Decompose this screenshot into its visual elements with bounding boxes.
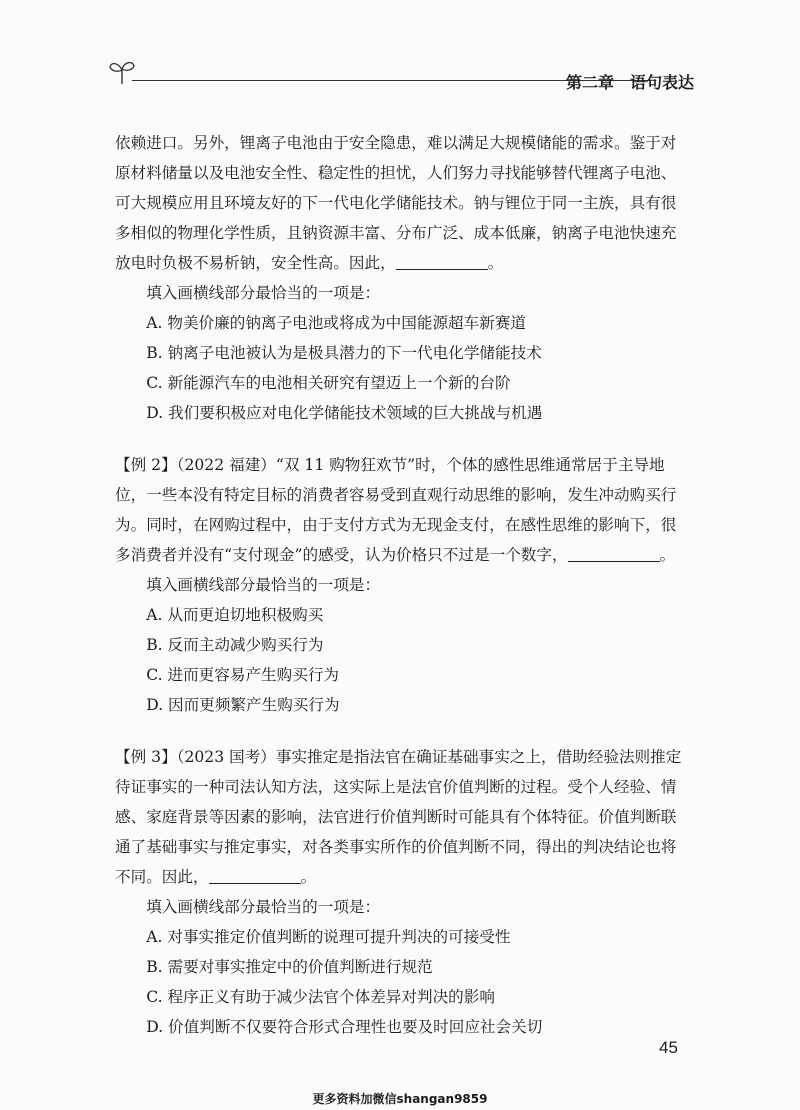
option-b: B. 反而主动减少购买行为 xyxy=(146,636,324,654)
option-c: C. 程序正义有助于减少法官个体差异对判决的影响 xyxy=(146,988,495,1006)
option-d: D. 我们要积极应对电化学储能技术领域的巨大挑战与机遇 xyxy=(146,404,543,422)
sprout-icon xyxy=(108,56,136,86)
page-number: 45 xyxy=(659,1038,678,1057)
question-text: 依赖进口。另外，锂离子电池由于安全隐患，难以满足大规模储能的需求。鉴于对原材料储量以及电池安全性、稳定性的担忧，人们努力寻找能够替代锂离子电池、可大规模应用且环境友好的下一代电化学储能技术。钠与锂位于同一主族，具有很多相似的物理化学性质，且钠资源丰富、分布广泛、成本低廉，钠离子电池快速充放电时负极不易析钠，安全性高。因此， 。 xyxy=(115,134,677,272)
example-label: 【例 2】 xyxy=(115,456,177,474)
answer-blank xyxy=(568,544,660,562)
option-c: C. 进而更容易产生购买行为 xyxy=(146,666,340,684)
page-header xyxy=(108,56,694,92)
question-prompt: 填入画横线部分最恰当的一项是： xyxy=(146,576,381,594)
option-b: B. 钠离子电池被认为是极具潜力的下一代电化学储能技术 xyxy=(146,344,542,362)
question-text: 【例 2】（2022 福建）“双 11 购物狂欢节”时，个体的感性思维通常居于主导地位，一些本没有特定目标的消费者容易受到直观行动思维的影响，发生冲动购买行为。同时，在网购过程中，由于支付方式为无现金支付，在感性思维的影响下，很多消费者并没有“支付现金”的感受，认为价格只不过是一个数字， 。 xyxy=(115,456,677,564)
question-prompt: 填入画横线部分最恰当的一项是： xyxy=(146,284,381,302)
question-prompt: 填入画横线部分最恰当的一项是： xyxy=(146,898,381,916)
question-block-3 xyxy=(115,742,687,1042)
chapter-number: 第二章 xyxy=(565,73,614,92)
example-source: （2022 福建） xyxy=(176,456,276,474)
answer-blank xyxy=(209,866,301,884)
footer-note: 更多资料加微信shangan9859 xyxy=(312,1092,488,1106)
question-block-2 xyxy=(115,450,687,720)
chapter-heading xyxy=(566,70,694,93)
example-label: 【例 3】 xyxy=(115,748,177,766)
page-content xyxy=(115,128,687,1042)
question-text: 【例 3】（2023 国考）事实推定是指法官在确证基础事实之上，借助经验法则推定待证事实的一种司法认知方法，这实际上是法官价值判断的过程。受个人经验、情感、家庭背景等因素的影响，法官进行价值判断时可能具有个体特征。价值判断联通了基础事实与推定事实，对各类事实所作的价值判断不同，得出的判决结论也将不同。因此， 。 xyxy=(115,748,682,886)
option-d: D. 价值判断不仅要符合形式合理性也要及时回应社会关切 xyxy=(146,1018,543,1036)
question-block-1 xyxy=(115,128,687,428)
option-c: C. 新能源汽车的电池相关研究有望迈上一个新的台阶 xyxy=(146,374,511,392)
answer-blank xyxy=(396,252,488,270)
example-source: （2023 国考） xyxy=(176,748,276,766)
option-a: A. 物美价廉的钠离子电池或将成为中国能源超车新赛道 xyxy=(146,314,527,332)
option-a: A. 对事实推定价值判断的说理可提升判决的可接受性 xyxy=(146,928,511,946)
option-d: D. 因而更频繁产生购买行为 xyxy=(146,696,340,714)
chapter-title: 语句表达 xyxy=(629,73,694,92)
option-b: B. 需要对事实推定中的价值判断进行规范 xyxy=(146,958,433,976)
option-a: A. 从而更迫切地积极购买 xyxy=(146,606,324,624)
